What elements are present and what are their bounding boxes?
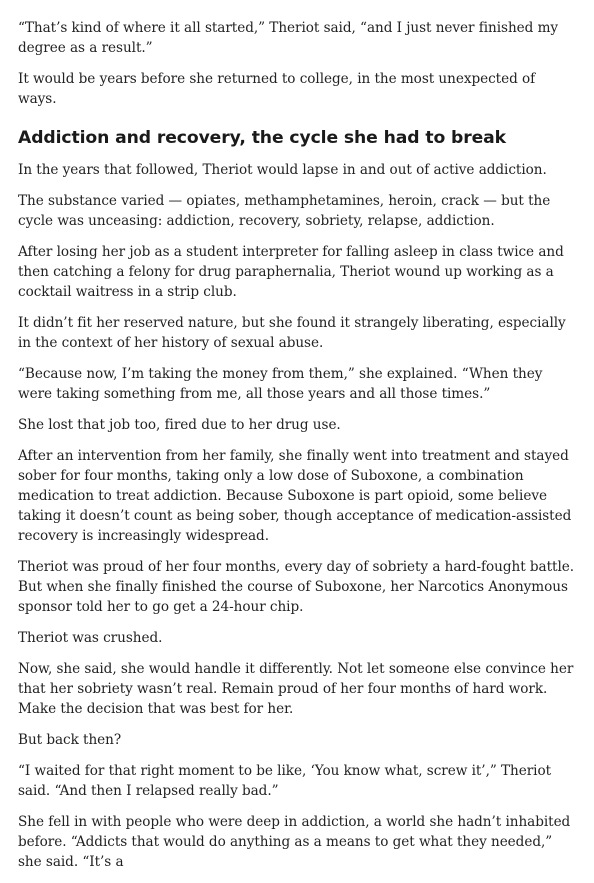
paragraph: In the years that followed, Theriot would lapse in and out of active addiction. [18, 162, 547, 178]
paragraph: “I waited for that right moment to be like, ‘You know what, screw it’,” Theriot said. “And then I relapsed really bad.” [18, 763, 552, 799]
paragraph: It didn’t fit her reserved nature, but she found it strangely liberating, especially in the context of her history of sexual abuse. [18, 315, 566, 351]
article-body [18, 18, 576, 883]
paragraph: But back then? [18, 732, 122, 748]
paragraph: After an intervention from her family, she finally went into treatment and stayed sober for four months, taking only a low dose of Suboxone, a combination medication to treat addiction. Because Suboxone is part opioid, some believe taking it doesn’t count as being sober, though acceptance of medication-assisted recovery is increasingly widespread. [18, 448, 572, 544]
paragraph: “Because now, I’m taking the money from them,” she explained. “When they were taking something from me, all those years and all those times.” [18, 366, 543, 402]
paragraph: Theriot was proud of her four months, every day of sobriety a hard-fought battle. But when she finally finished the course of Suboxone, her Narcotics Anonymous sponsor told her to go get a 24-hour chip. [18, 559, 575, 615]
paragraph: The substance varied — opiates, methamphetamines, heroin, crack — but the cycle was unceasing: addiction, recovery, sobriety, relapse, addiction. [18, 193, 551, 229]
paragraph: “That’s kind of where it all started,” Theriot said, “and I just never finished my degree as a result.” [18, 20, 559, 56]
paragraph: Now, she said, she would handle it differently. Not let someone else convince her that her sobriety wasn’t real. Remain proud of her four months of hard work. Make the decision that was best for her. [18, 661, 574, 717]
paragraph: She fell in with people who were deep in addiction, a world she hadn’t inhabited before. “Addicts that would do anything as a means to get what they needed,” she said. “It’s a [18, 814, 571, 870]
section-heading: Addiction and recovery, the cycle she had to break [18, 128, 506, 148]
paragraph: After losing her job as a student interpreter for falling asleep in class twice and then catching a felony for drug paraphernalia, Theriot wound up working as a cocktail waitress in a strip club. [18, 244, 564, 300]
paragraph: Theriot was crushed. [18, 630, 163, 646]
paragraph: It would be years before she returned to college, in the most unexpected of ways. [18, 71, 536, 107]
paragraph: She lost that job too, fired due to her drug use. [18, 417, 341, 433]
